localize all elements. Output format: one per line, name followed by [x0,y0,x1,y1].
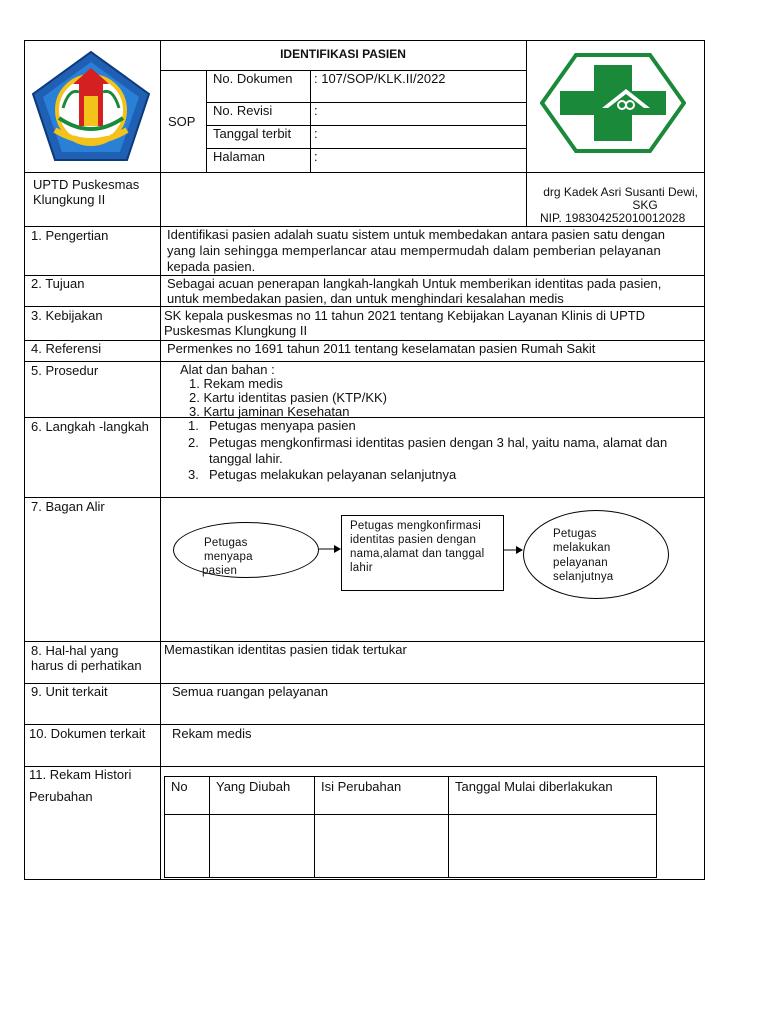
langkah-text-2: Petugas mengkonfirmasi identitas pasien dengan 3 hal, yaitu nama, alamat dan [209,435,668,450]
prosedur-item-1: 1. Rekam medis [189,376,283,391]
no-revisi-value: : [314,103,318,118]
hal-text: Memastikan identitas pasien tidak tertukar [164,642,407,657]
tanggal-terbit-value: : [314,126,318,141]
referensi-text: Permenkes no 1691 tahun 2011 tentang keselamatan pasien Rumah Sakit [167,341,596,356]
row-sep-10 [24,724,705,725]
langkah-text-2-cont: tanggal lahir. [209,451,283,466]
signer-nip: NIP. 198304252010012028 [540,211,686,225]
value-divider [310,70,311,172]
pengertian-line-3: kepada pasien. [167,259,256,274]
history-col-no: No [165,777,210,815]
document-title: IDENTIFIKASI PASIEN [280,47,406,61]
flow-node-confirm-line4: lahir [350,562,373,574]
history-header-row [165,777,657,815]
unit-label: 9. Unit terkait [31,684,108,699]
prosedur-item-2: 2. Kartu identitas pasien (KTP/KK) [189,390,387,405]
puskesmas-logo [540,53,686,153]
signer-title: SKG [632,198,658,212]
no-dokumen-label: No. Dokumen [213,71,293,86]
frame-right [704,40,705,880]
histori-label-line1: 11. Rekam Histori [29,767,132,782]
prosedur-item-3: 3. Kartu jaminan Kesehatan [189,404,350,419]
flow-node-confirm-line1: Petugas mengkonfirmasi [350,520,481,532]
pengertian-line-1: Identifikasi pasien adalah suatu sistem untuk membedakan antara pasien satu dengan [167,227,665,242]
unit-text: Semua ruangan pelayanan [172,684,329,699]
row-sep-header [24,172,705,173]
flow-node-confirm-line2: identitas pasien dengan [350,534,477,546]
flow-node-confirm-line3: nama,alamat dan tanggal [350,548,485,560]
column-divider [160,40,161,880]
kebijakan-label: 3. Kebijakan [31,308,103,323]
langkah-num-2: 2. [188,435,199,450]
langkah-num-3: 3. [188,467,199,482]
pengertian-line-2: yang lain sehingga memperlancar atau mempermudah dalam pemberian pelayanan [167,243,661,258]
dokumen-label: 10. Dokumen terkait [29,726,146,741]
row-sep-6 [24,417,705,418]
halaman-label: Halaman [213,149,266,164]
flow-arrowhead-2 [516,546,523,554]
no-revisi-label: No. Revisi [213,103,273,118]
hal-label-line1: 8. Hal-hal yang [31,643,119,658]
history-col-isi-perubahan: Isi Perubahan [315,777,449,815]
referensi-label: 4. Referensi [31,341,102,356]
flow-arrowhead-1 [334,545,341,553]
row-sep-3 [24,306,705,307]
flow-node-service-line2: melakukan [553,542,611,554]
history-cell-empty [315,815,449,878]
sop-label: SOP [168,114,196,129]
prosedur-label: 5. Prosedur [31,363,99,378]
history-col-tanggal: Tanggal Mulai diberlakukan [449,777,657,815]
history-col-yang-diubah: Yang Diubah [210,777,315,815]
kebijakan-line-2: Puskesmas Klungkung II [164,323,308,338]
row-sep-9 [24,683,705,684]
halaman-value: : [314,149,318,164]
tujuan-label: 2. Tujuan [31,276,85,291]
tanggal-terbit-label: Tanggal terbit [213,126,292,141]
flow-node-greet-line2: menyapa [204,551,253,563]
flow-node-service-line3: pelayanan [553,557,608,569]
flow-node-greet-line1: Petugas [204,537,248,549]
pengertian-label: 1. Pengertian [31,228,109,243]
flow-node-service-line4: selanjutnya [553,571,614,583]
kebijakan-line-1: SK kepala puskesmas no 11 tahun 2021 tentang Kebijakan Layanan Klinis di UPTD [164,308,646,323]
frame-top [24,40,705,41]
history-cell-empty [165,815,210,878]
langkah-num-1: 1. [188,418,199,433]
langkah-label: 6. Langkah -langkah [31,419,149,434]
klungkung-crest-logo [29,48,153,164]
histori-label-line2: Perubahan [29,789,93,804]
history-table [164,776,657,878]
flow-arrows [160,498,704,640]
org-name-line1: UPTD Puskesmas [33,177,140,192]
no-dokumen-value: : 107/SOP/KLK.II/2022 [314,71,446,86]
flow-node-greet-line3: pasien [202,565,238,577]
svg-text:KLUNGKUNG: KLUNGKUNG [71,132,111,138]
hal-label-line2: harus di perhatikan [31,658,142,673]
frame-bottom [24,879,705,880]
frame-left [24,40,25,880]
langkah-text-1: Petugas menyapa pasien [209,418,356,433]
history-cell-empty [210,815,315,878]
tujuan-line-2: untuk membedakan pasien, dan untuk menghindari kesalahan medis [167,291,564,306]
tujuan-line-1: Sebagai acuan penerapan langkah-langkah Untuk memberikan identitas pada pasien, [167,276,662,291]
history-empty-row [165,815,657,878]
sop-divider [206,70,207,172]
row-sep-5 [24,361,705,362]
dokumen-text: Rekam medis [172,726,252,741]
signer-name: drg Kadek Asri Susanti Dewi, [543,185,698,199]
flow-node-service-line1: Petugas [553,528,597,540]
org-name-line2: Klungkung II [33,192,106,207]
prosedur-intro: Alat dan bahan : [180,362,275,377]
bagan-label: 7. Bagan Alir [31,499,105,514]
langkah-text-3: Petugas melakukan pelayanan selanjutnya [209,467,457,482]
history-cell-empty [449,815,657,878]
